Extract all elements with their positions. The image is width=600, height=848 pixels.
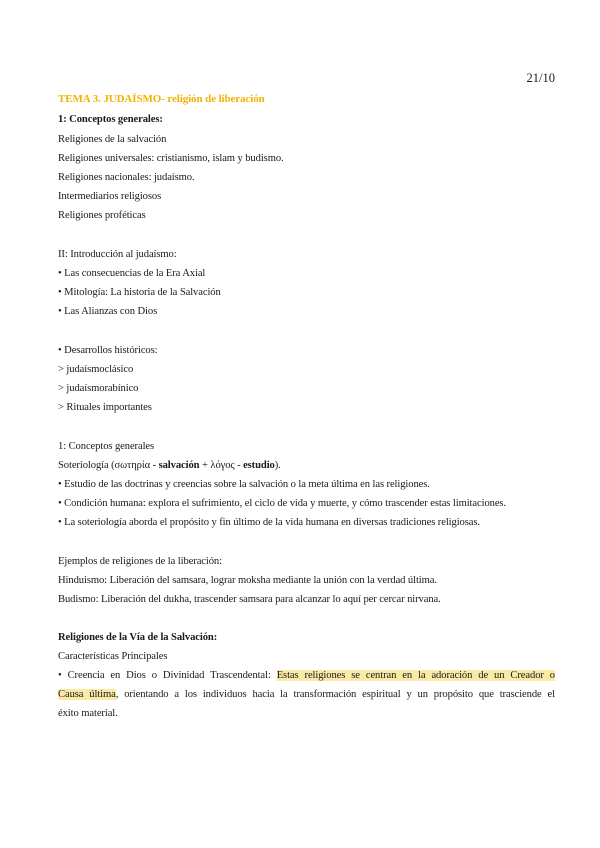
text-fragment: + λόγος - — [199, 460, 244, 471]
soteriology-definition — [58, 460, 281, 471]
paragraph-line — [58, 689, 555, 700]
highlighted-text: Estas religiones se centran en la adoración de un Creador o — [276, 670, 555, 681]
list-item: > judaísmorabínico — [58, 383, 139, 394]
text-fragment: ). — [274, 460, 281, 471]
list-item: Budismo: Liberación del dukha, trascender samsara para alcanzar lo aquí per cercar nirvana. — [58, 594, 441, 605]
list-item: Religiones proféticas — [58, 210, 146, 221]
subheading: Características Principales — [58, 651, 168, 662]
page-date: 21/10 — [526, 71, 555, 85]
list-item: Hinduismo: Liberación del samsara, lograr moksha mediante la unión con la verdad última. — [58, 575, 437, 586]
text-fragment: Soteriología (σωτηρία - — [58, 460, 159, 471]
text-fragment: , orientando a los individuos hacia la transformación espiritual y un propósito que trasciende el — [115, 689, 555, 700]
list-item: Religiones nacionales: judaísmo. — [58, 172, 195, 183]
list-item: • Mitología: La historia de la Salvación — [58, 287, 221, 298]
list-item: • Condición humana: explora el sufrimiento, el ciclo de vida y muerte, y cómo trascender estas limitaciones. — [58, 498, 507, 509]
highlighted-text: Causa última — [58, 689, 116, 700]
bold-term: salvación — [158, 460, 200, 471]
text-fragment: • Creencia en Dios o Divinidad Trascendental: — [58, 670, 277, 681]
section-heading: • Desarrollos históricos: — [58, 345, 158, 356]
section-heading: Ejemplos de religiones de la liberación: — [58, 556, 222, 567]
document-title: TEMA 3. JUDAÍSMO- religión de liberación — [58, 93, 265, 105]
list-item: • Estudio de las doctrinas y creencias sobre la salvación o la meta última en las religiones. — [58, 479, 430, 490]
section-heading: 1: Conceptos generales — [58, 441, 155, 452]
paragraph-line: éxito material. — [58, 708, 118, 719]
section-heading: II: Introducción al judaísmo: — [58, 249, 177, 260]
list-item: • Las consecuencias de la Era Axial — [58, 268, 206, 279]
bold-term: estudio — [243, 460, 275, 471]
list-item: Religiones de la salvación — [58, 134, 167, 145]
list-item: • La soteriología aborda el propósito y fin último de la vida humana en diversas tradiciones religiosas. — [58, 517, 480, 528]
list-item: Religiones universales: cristianismo, islam y budismo. — [58, 153, 284, 164]
list-item: > judaísmoclásico — [58, 364, 134, 375]
list-item: > Rituales importantes — [58, 402, 152, 413]
list-item: • Las Alianzas con Dios — [58, 306, 158, 317]
section-heading: 1: Conceptos generales: — [58, 114, 163, 125]
paragraph-line — [58, 670, 555, 681]
section-heading: Religiones de la Vía de la Salvación: — [58, 632, 218, 643]
list-item: Intermediarios religiosos — [58, 191, 162, 202]
